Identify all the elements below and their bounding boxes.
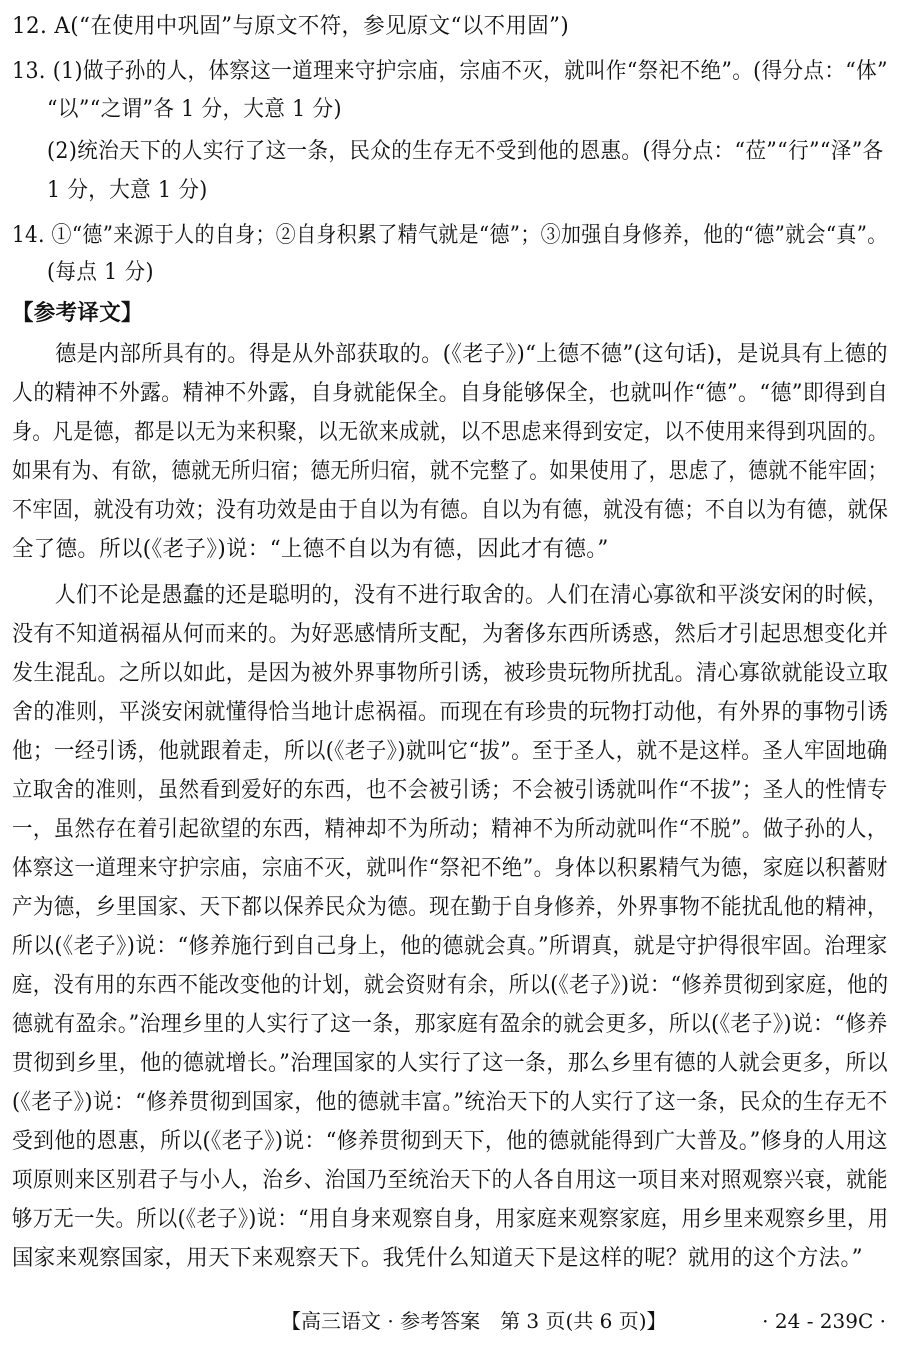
translation-line: 所以(《老子》)说：“修养施行到自己身上，他的德就会真。”所谓真，就是守护得很牢固。治理家 (12, 934, 888, 959)
answer-13-line-4: 1 分，大意 1 分) (47, 178, 208, 203)
translation-line: 如果有为、有欲，德就无所归宿；德无所归宿，就不完整了。如果使用了，思虑了，德就不能牢固； (12, 459, 888, 484)
translation-line: 一，虽然存在着引起欲望的东西，精神却不为所动；精神不为所动就叫作“不脱”。做子孙的人， (12, 817, 888, 842)
translation-line: 立取舍的准则，虽然看到爱好的东西，也不会被引诱；不会被引诱就叫作“不拔”；圣人的性情专 (12, 778, 888, 803)
translation-line: 贯彻到乡里，他的德就增长。”治理国家的人实行了这一条，那么乡里有德的人就会更多，所以 (12, 1051, 889, 1076)
translation-line: 全了德。所以(《老子》)说：“上德不自以为有德，因此才有德。” (12, 537, 609, 562)
translation-line: 没有不知道祸福从何而来的。为好恶感情所支配，为奢侈东西所诱惑，然后才引起思想变化并 (12, 622, 889, 647)
translation-line: 受到他的恩惠，所以(《老子》)说：“修养贯彻到天下，他的德就能得到广大普及。”修身的人用这 (12, 1129, 888, 1154)
translation-line: 舍的准则，平淡安闲就懂得恰当地计虑祸福。而现在有珍贵的玩物打动他，有外界的事物引诱 (12, 700, 889, 725)
translation-line: 德是内部所具有的。得是从外部获取的。(《老子》)“上德不德”(这句话)，是说具有上德的 (12, 342, 888, 367)
answer-14-line-2: (每点 1 分) (47, 260, 154, 285)
translation-heading: 【参考译文】 (12, 301, 143, 326)
translation-line: 体察这一道理来守护宗庙，宗庙不灭，就叫作“祭祀不绝”。身体以积累精气为德，家庭以积蓄财 (12, 856, 888, 881)
answer-13-line-3: (2)统治天下的人实行了这一条，民众的生存无不受到他的恩惠。(得分点：“莅”“行”“泽”各 (47, 139, 884, 164)
answer-14-line-1: 14. ①“德”来源于人的自身；②自身积累了精气就是“德”；③加强自身修养，他的“德”就会“真”。 (12, 223, 888, 248)
translation-line: 德就有盈余。”治理乡里的人实行了这一条，那家庭有盈余的就会更多，所以(《老子》)说：“修养 (12, 1012, 888, 1037)
translation-line: (《老子》)说：“修养贯彻到国家，他的德就丰富。”统治天下的人实行了这一条，民众的生存无不 (12, 1090, 888, 1115)
translation-line: 够万无一失。所以(《老子》)说：“用自身来观察自身，用家庭来观察家庭，用乡里来观察乡里，用 (12, 1207, 889, 1232)
translation-line: 人的精神不外露。精神不外露，自身就能保全。自身能够保全，也就叫作“德”。“德”即得到自 (12, 381, 889, 406)
translation-line: 产为德，乡里国家、天下都以保养民众为德。现在勤于自身修养，外界事物不能扰乱他的精神， (12, 895, 888, 920)
answer-12: 12. A(“在使用中巩固”与原文不符，参见原文“以不用固”) (12, 14, 570, 39)
translation-line: 他；一经引诱，他就跟着走，所以(《老子》)就叫它“拔”。至于圣人，就不是这样。圣人牢固地确 (12, 739, 888, 764)
translation-line: 国家来观察国家，用天下来观察天下。我凭什么知道天下是这样的呢？就用的这个方法。” (12, 1246, 863, 1271)
translation-line: 不牢固，就没有功效；没有功效是由于自以为有德。自以为有德，就没有德；不自以为有德，就保 (12, 498, 889, 523)
translation-line: 人们不论是愚蠢的还是聪明的，没有不进行取舍的。人们在清心寡欲和平淡安闲的时候， (12, 583, 889, 608)
page-footer (0, 1306, 900, 1336)
translation-line: 身。凡是德，都是以无为来积聚，以无欲来成就，以不思虑来得到安定，以不使用来得到巩固的。 (12, 420, 889, 445)
translation-line: 发生混乱。之所以如此，是因为被外界事物所引诱，被珍贵玩物所扰乱。清心寡欲就能设立取 (12, 661, 889, 686)
answer-13-line-1: 13. (1)做子孙的人，体察这一道理来守护宗庙，宗庙不灭，就叫作“祭祀不绝”。(得分点：“体” (12, 59, 888, 84)
translation-line: 庭，没有用的东西不能改变他的计划，就会资财有余，所以(《老子》)说：“修养贯彻到家庭，他的 (12, 973, 889, 998)
footer-doc-code: · 24 - 239C · (762, 1309, 886, 1333)
translation-line: 项原则来区别君子与小人，治乡、治国乃至统治天下的人各自用这一项目来对照观察兴衰，就能 (12, 1168, 888, 1193)
answer-13-line-2: “以”“之谓”各 1 分，大意 1 分) (47, 97, 342, 122)
footer-page-info: 【高三语文 · 参考答案 第 3 页(共 6 页)】 (281, 1309, 667, 1333)
